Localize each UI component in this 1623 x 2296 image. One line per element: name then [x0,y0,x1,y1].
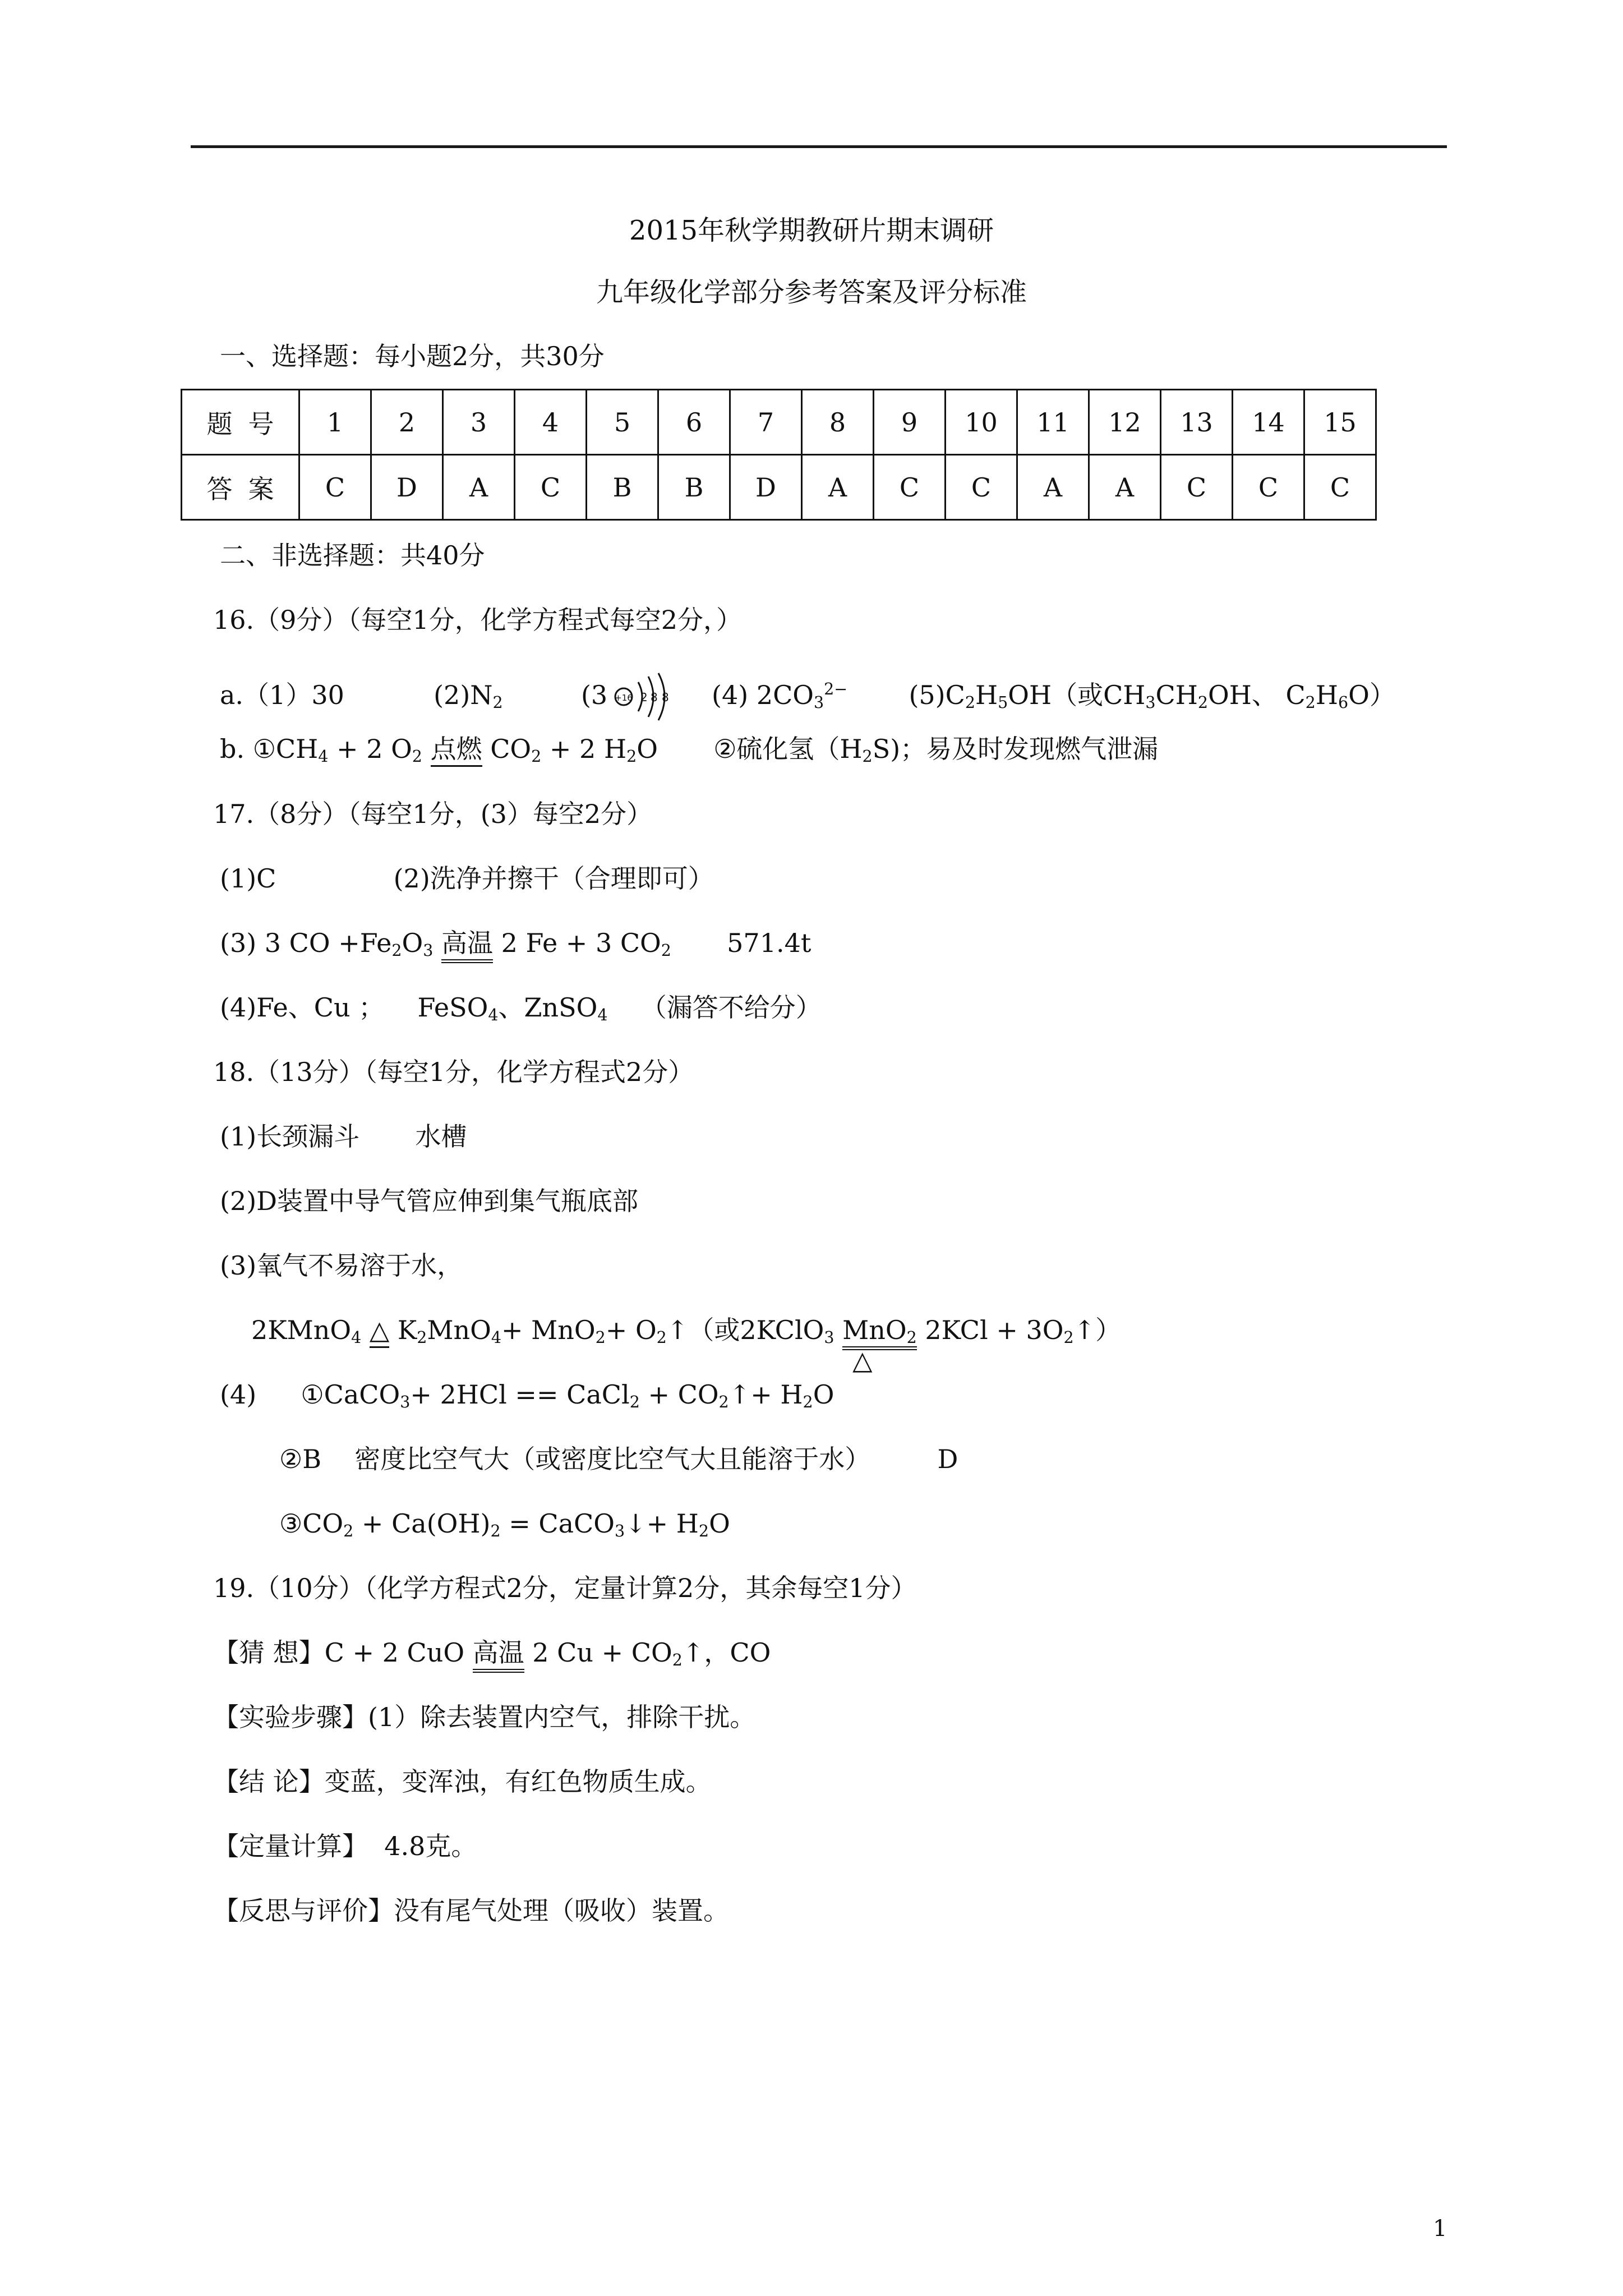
condition-high-temp: 高温 [473,1637,524,1673]
q19-steps-text: (1）除去装置内空气，排除干扰。 [368,1702,756,1732]
q19-steps-line [213,1704,755,1730]
q17-salts: FeSO$_4$、ZnSO$_4$ [417,992,608,1025]
table-cell: A [443,455,515,520]
q18-kmno4-equation: 2KMnO$_4$ △ $K_2MnO_4+ MnO_2+$ $O_2↑$（或2KClO$_3$ MnO$_2$ △ $2KCl + 3O_2↑$） [251,1315,1122,1375]
q17-answer-2: (2)洗净并擦干（合理即可） [393,863,714,894]
table-cell: 8 [802,390,874,455]
q18-line4 [220,1379,834,1412]
svg-text:2: 2 [640,691,648,704]
q18-line1 [220,1121,467,1152]
q16-b-line [220,734,1159,766]
q18-line3: (3)氧气不易溶于水， [220,1250,463,1281]
table-cell: 13 [1161,390,1233,455]
table-row-answers [182,455,1376,520]
condition-ignite: 点燃 [431,734,482,767]
atom-structure-diagram [611,672,679,723]
q16-a2: $(2)N_2$ [434,680,503,712]
q19-reflect-text: 没有尾气处理（吸收）装置。 [394,1895,729,1926]
heat-triangle-icon: △ [852,1345,873,1375]
table-cell: 7 [730,390,802,455]
q19-reflect-label: 【反思与评价】 [213,1895,394,1926]
q18-line2: (2)D装置中导气管应伸到集气瓶底部 [220,1186,639,1216]
table-cell: C [515,455,587,520]
q18-caco3-equation: ①CaCO$_3$+ 2HCl == CaCl$_2$ + $CO_2↑+ H_2O$ [301,1379,834,1412]
q18-heading: 18.（13分）（每空1分，化学方程式2分） [213,1057,694,1087]
table-cell: 12 [1089,390,1161,455]
svg-text:8: 8 [661,691,669,704]
q19-guess-line: 【猜 想】C + 2 CuO 高温 2 $Cu + CO_2↑$，CO [213,1640,771,1665]
q17-answer-1: (1)C [220,863,276,894]
q16-a1: a.（1）30 [220,680,344,710]
heat-triangle-icon: △ [370,1315,389,1348]
table-cell: A [1089,455,1161,520]
q18-answer-funnel: (1)长颈漏斗 [220,1121,360,1152]
q17-mass-value: 571.4t [727,928,811,958]
table-cell: 9 [874,390,946,455]
row-label-number: 题号 [182,390,299,455]
q19-calc-text: 4.8克。 [384,1831,477,1861]
row-label-answer: 答案 [182,455,299,520]
q19-conclusion-label: 【结 论】 [213,1766,325,1797]
q19-calc-label: 【定量计算】 [213,1831,368,1861]
table-cell: D [371,455,443,520]
table-cell: 1 [299,390,371,455]
q17-heading: 17.（8分）（每空1分，(3）每空2分） [213,799,653,829]
q17-note: （漏答不给分） [640,992,822,1023]
q16-b1: b. $①CH_4 + 2$ $O_2$ 点燃 $CO_2 + 2$ $H_2O$ [220,734,658,766]
table-cell: C [1304,455,1376,520]
svg-text:8: 8 [650,691,658,704]
q16-a4: (4) $2CO_3^{2-}$ [712,679,848,712]
table-cell: D [730,455,802,520]
q18-part4-label: (4) [220,1379,257,1410]
q17-equation: (3) 3 CO $+Fe_2O_3$ 高温 2 Fe + 3 $CO_2$ [220,928,671,958]
q18-answer-b: ②B [279,1444,322,1474]
table-cell: A [1017,455,1089,520]
q18-line5 [279,1446,958,1472]
answer-table [181,389,1377,521]
table-row-numbers [182,390,1376,455]
table-cell: A [802,455,874,520]
page-number: 1 [1433,2216,1447,2242]
table-cell: 11 [1017,390,1089,455]
table-cell: 5 [587,390,658,455]
q19-calc-line [213,1833,477,1859]
q19-conclusion-line [213,1766,712,1797]
table-cell: 2 [371,390,443,455]
q17-metals: (4)Fe、Cu ； [220,992,385,1023]
q19-heading: 19.（10分）（化学方程式2分，定量计算2分，其余每空1分） [213,1573,917,1603]
table-cell: 3 [443,390,515,455]
table-cell: B [658,455,730,520]
section1-heading: 一、选择题：每小题2分，共30分 [220,341,605,371]
table-cell: 10 [946,390,1017,455]
condition-high-temp: 高温 [441,928,493,963]
q17-line4 [220,992,822,1025]
q17-line1 [220,863,714,894]
section2-heading: 二、非选择题：共40分 [220,540,485,570]
q19-guess-label: 【猜 想】 [213,1637,325,1668]
q19-reflect-line [213,1895,729,1926]
page-subtitle: 九年级化学部分参考答案及评分标准 [596,277,1027,308]
table-cell: C [1233,455,1304,520]
q18-answer-density: 密度比空气大（或密度比空气大且能溶于水） [354,1444,871,1474]
q17-line3 [220,928,811,960]
q16-b2: ②硫化氢$(H_2S)$；易及时发现燃气泄漏 [713,734,1159,766]
q18-answer-trough: 水槽 [415,1121,467,1152]
table-cell: C [299,455,371,520]
q19-steps-label: 【实验步骤】 [213,1702,368,1732]
q19-conclusion-text: 变蓝，变浑浊，有红色物质生成。 [324,1766,712,1797]
top-rule [191,145,1447,148]
q16-a3: (3 [580,680,608,710]
table-cell: 14 [1233,390,1304,455]
q18-line6: $③CO_2 + Ca(OH)_2$ = CaCO$_3$↓+ $H_2O$ [279,1508,730,1541]
table-cell: 4 [515,390,587,455]
q16-a5: $(5)C_2H_5OH$（或$CH_3CH_2OH$、 $C_2H_6O$） [909,680,1395,712]
table-cell: C [874,455,946,520]
table-cell: 15 [1304,390,1376,455]
page-title: 2015年秋学期教研片期末调研 [629,215,994,246]
svg-text:+16: +16 [614,693,633,703]
table-cell: 6 [658,390,730,455]
catalyst-condition: MnO$_2$ △ [842,1315,917,1375]
q16-heading: 16.（9分）（每空1分，化学方程式每空2分，） [213,605,742,635]
q18-answer-d: D [937,1444,958,1474]
table-cell: C [946,455,1017,520]
q16-a-line [220,672,1395,723]
table-cell: B [587,455,658,520]
table-cell: C [1161,455,1233,520]
